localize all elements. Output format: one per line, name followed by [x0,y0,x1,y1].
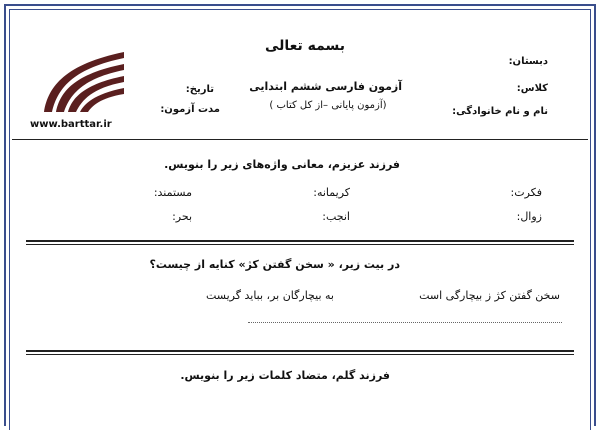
class-label: کلاس: [516,83,548,94]
exam-subtitle: (آزمون پایانی –از کل کتاب ) [269,100,387,111]
answer-line [248,322,562,323]
exam-title: آزمون فارسی ششم ابتدایی [249,80,402,93]
verse-hemistich-left: به بیچارگان بر، بباید گریست [206,289,334,302]
section-divider-1-bottom [26,244,574,245]
basmala-heading: بسمه تعالی [264,38,346,54]
question-1-prompt: فرزند عزیزم، معانی واژه‌های زیر را بنویس. [164,158,400,171]
question-2-prompt: در بیت زیر، « سخن گفتن کژ» کنایه از چیست؟ [149,258,400,271]
duration-label: مدت آزمون: [160,104,220,115]
header-divider [12,139,588,140]
question-3-prompt: فرزند گلم، متضاد کلمات زیر را بنویس. [180,369,390,382]
school-label: دبستان: [508,56,548,67]
q1-word-1: فکرت: [510,186,542,199]
verse-hemistich-right: سخن گفتن کژ ز بیچارگی است [419,289,560,302]
name-label: نام و نام خانوادگی: [452,106,548,117]
section-divider-2-bottom [26,354,574,355]
section-divider-1-top [26,240,574,242]
barttar-logo-icon [36,46,126,114]
q1-word-3: مستمند: [153,186,192,199]
website-url: www.barttar.ir [30,119,112,130]
q1-word-2: کریمانه: [313,186,350,199]
date-label: تاریخ: [185,84,214,95]
q1-word-4: زوال: [516,210,542,223]
q1-word-5: انجب: [322,210,350,223]
q1-word-6: بحر: [172,210,192,223]
section-divider-2-top [26,350,574,352]
